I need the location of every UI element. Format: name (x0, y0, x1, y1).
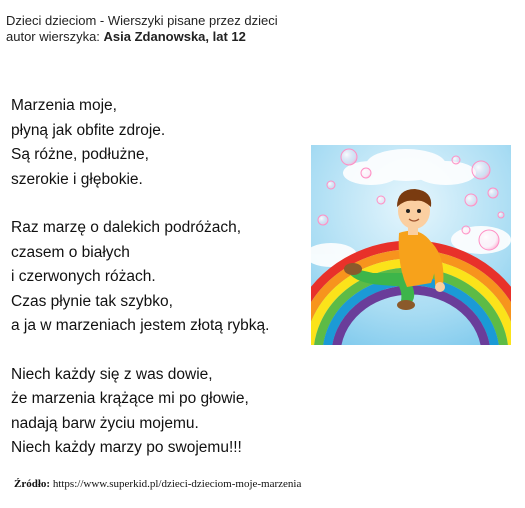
author-line (6, 29, 278, 45)
poem (11, 94, 306, 485)
author-label: autor wierszyka: (6, 29, 100, 44)
poem-stanza-2 (11, 216, 306, 339)
poem-stanza-1 (11, 94, 306, 192)
author-name: Asia Zdanowska, lat 12 (103, 29, 246, 44)
poem-line: szerokie i głębokie. (11, 170, 143, 188)
poem-line: Marzenia moje, (11, 97, 117, 114)
poem-line: i czerwonych różach. (11, 268, 156, 285)
page-title: Dzieci dzieciom - Wierszyki pisane przez dzieci (6, 13, 278, 28)
poem-line: a ja w marzeniach jestem złotą rybką. (11, 317, 270, 334)
poem-line: że marzenia krążące mi po głowie, (11, 390, 249, 407)
page-header (6, 13, 278, 45)
poem-line: płyną jak obfite zdroje. (11, 121, 166, 139)
source-url: https://www.superkid.pl/dzieci-dzieciom-moje-marzenia (52, 478, 302, 490)
poem-line: nadają barw życiu mojemu. (11, 414, 199, 432)
boy-on-rainbow-illustration (311, 145, 511, 345)
illustration-svg (311, 145, 511, 345)
poem-line: Niech każdy się z was dowie, (11, 365, 213, 383)
poem-line: Niech każdy marzy po swojemu!!! (11, 439, 242, 456)
poem-stanza-3 (11, 363, 306, 461)
source-label: Źródło: (14, 478, 51, 490)
poem-line: Są różne, podłużne, (11, 146, 149, 163)
poem-line: Czas płynie tak szybko, (11, 292, 173, 310)
poem-line: Raz marzę o dalekich podróżach, (11, 219, 242, 236)
source-citation (14, 478, 301, 490)
poem-line: czasem o białych (11, 243, 130, 261)
